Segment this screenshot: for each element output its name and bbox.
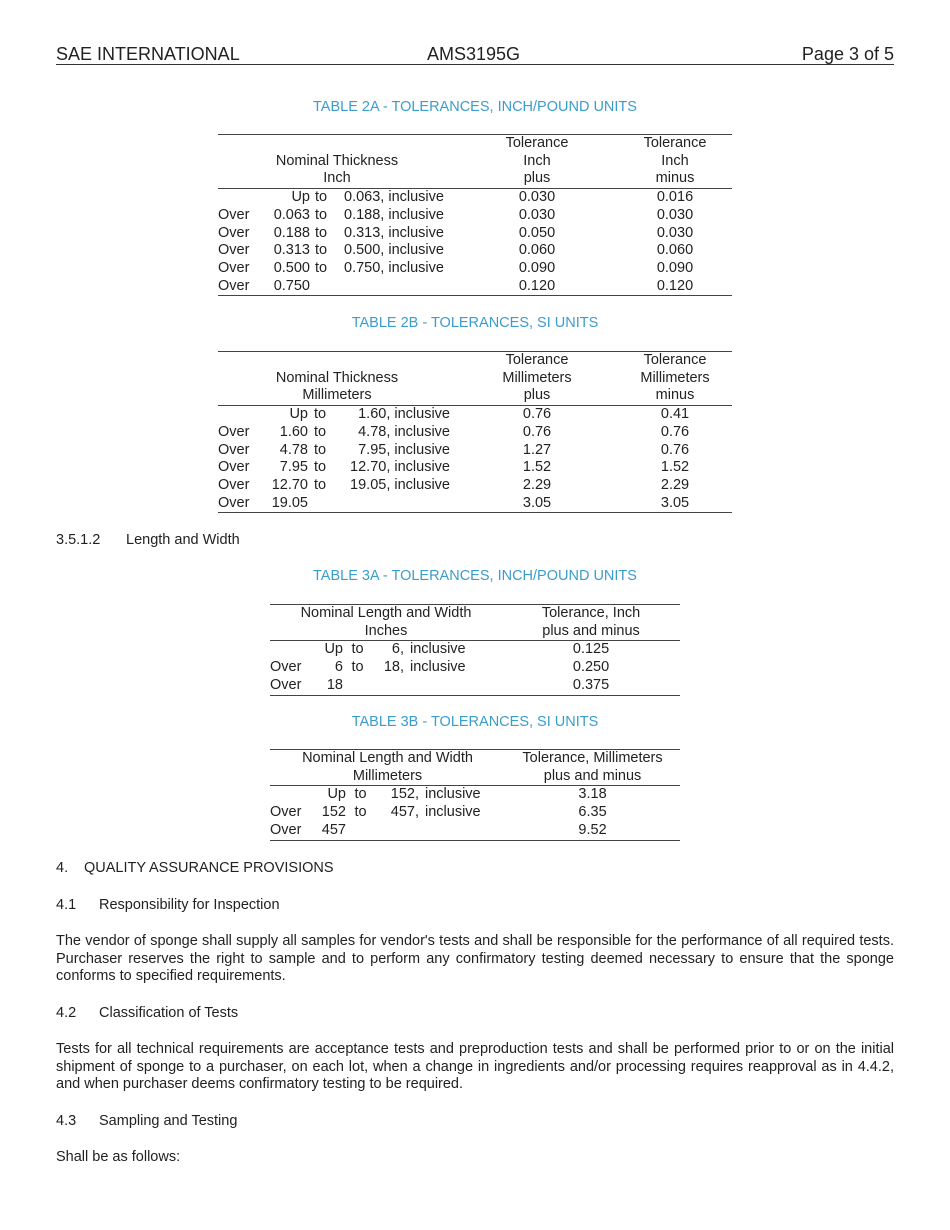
- cell: Over: [218, 242, 250, 259]
- col-header: Tolerance: [618, 352, 732, 370]
- cell: [332, 278, 456, 296]
- col-header: Nominal Thickness: [275, 152, 399, 169]
- col-header: Inch: [523, 152, 551, 169]
- cell: 1.60: [279, 423, 308, 440]
- col-header: Inches: [270, 623, 502, 641]
- cell: [218, 406, 258, 424]
- cell: 3.18: [578, 786, 607, 803]
- col-header: Millimeters: [270, 768, 505, 786]
- cell: 0.063: [273, 206, 310, 223]
- cell: Over: [270, 804, 302, 821]
- cell: to: [313, 423, 327, 440]
- table-3b: [270, 749, 680, 841]
- cell: 0.060: [656, 242, 694, 259]
- cell: Over: [218, 206, 250, 223]
- cell: 0.188: [273, 224, 310, 241]
- section-3512-heading: [56, 531, 240, 549]
- section-43-heading: [56, 1112, 237, 1130]
- table-row: [218, 260, 732, 278]
- col-header: Millimeters: [640, 369, 710, 386]
- cell: 4.78, inclusive: [358, 423, 450, 440]
- table-row: [270, 641, 680, 659]
- table-2b-caption: TABLE 2B - TOLERANCES, SI UNITS: [351, 315, 599, 331]
- cell: to: [351, 641, 364, 658]
- table-2a: [218, 134, 732, 296]
- cell: 2.29: [522, 476, 552, 493]
- cell: to: [351, 659, 364, 676]
- table-row: [218, 406, 732, 424]
- col-header: plus: [456, 170, 618, 188]
- section-title: Classification of Tests: [99, 1005, 239, 1021]
- cell: Up: [327, 786, 346, 803]
- cell: 4.78: [279, 441, 308, 458]
- section-title: QUALITY ASSURANCE PROVISIONS: [84, 860, 334, 876]
- table-row: [270, 677, 680, 695]
- col-header: Tolerance: [456, 352, 618, 370]
- cell: 18: [310, 677, 343, 695]
- cell: to: [354, 804, 367, 821]
- cell: 9.52: [505, 822, 680, 840]
- section-4-heading: [56, 859, 334, 877]
- cell: [270, 641, 310, 659]
- cell: [346, 822, 375, 840]
- cell: 0.030: [518, 206, 556, 223]
- cell: inclusive: [425, 786, 481, 803]
- col-header: Tolerance: [456, 135, 618, 153]
- cell: 3.05: [456, 495, 618, 513]
- col-header: plus: [456, 387, 618, 405]
- cell: 0.120: [456, 278, 618, 296]
- table-row: [218, 278, 732, 296]
- col-header: plus and minus: [505, 768, 680, 786]
- cell: [419, 822, 505, 840]
- cell: 19.05, inclusive: [350, 476, 450, 493]
- table-row: [218, 442, 732, 460]
- cell: 7.95: [279, 459, 308, 476]
- cell: 0.090: [656, 259, 694, 276]
- cell: to: [314, 224, 328, 241]
- table-2b: [218, 351, 732, 513]
- cell: 0.750, inclusive: [344, 259, 444, 276]
- cell: [218, 189, 258, 207]
- cell: 0.313, inclusive: [344, 224, 444, 241]
- cell: 0.375: [502, 677, 680, 695]
- col-header: minus: [618, 387, 732, 405]
- cell: Over: [270, 659, 302, 676]
- col-header: plus and minus: [502, 623, 680, 641]
- col-header: Nominal Thickness: [275, 369, 399, 386]
- header-org: SAE INTERNATIONAL: [56, 44, 240, 64]
- cell: 1.27: [522, 441, 552, 458]
- col-header: Nominal Length and Width: [270, 750, 505, 768]
- cell: 0.030: [656, 224, 694, 241]
- cell: 457: [310, 822, 346, 840]
- cell: 19.05: [258, 495, 308, 513]
- col-header: Millimeters: [502, 369, 572, 386]
- cell: Over: [218, 259, 250, 276]
- cell: Over: [218, 495, 258, 513]
- col-header: Tolerance: [618, 135, 732, 153]
- cell: 0.090: [518, 259, 556, 276]
- cell: [375, 822, 419, 840]
- page-header: [56, 44, 894, 65]
- section-number: 4.3: [56, 1113, 77, 1129]
- cell: 6.35: [578, 804, 607, 821]
- section-title: Sampling and Testing: [99, 1113, 238, 1129]
- section-41-body: The vendor of sponge shall supply all samples for vendor's tests and shall be responsible for the performance of all required tests. Purchaser reserves the right to sample and to perform any confirmatory testing deemed necessary to ensure that the sponge conforms to specified requirements.: [56, 933, 894, 984]
- section-number: 3.5.1.2: [56, 532, 101, 548]
- cell: Over: [218, 476, 250, 493]
- cell: 7.95, inclusive: [358, 441, 450, 458]
- cell: [270, 786, 310, 804]
- cell: [404, 677, 502, 695]
- header-page-number: Page 3 of 5: [801, 44, 894, 64]
- col-header: Tolerance, Inch: [502, 605, 680, 623]
- cell: to: [313, 476, 327, 493]
- cell: Over: [270, 677, 310, 695]
- table-row: [218, 424, 732, 442]
- col-header: Nominal Length and Width: [270, 605, 502, 623]
- cell: to: [314, 259, 328, 276]
- cell: 0.188, inclusive: [344, 206, 444, 223]
- cell: 152: [321, 804, 346, 821]
- section-41-heading: [56, 896, 280, 914]
- cell: 1.52: [660, 459, 690, 476]
- cell: to: [314, 189, 328, 206]
- cell: Over: [218, 278, 258, 296]
- cell: to: [354, 786, 367, 803]
- col-header: Tolerance, Millimeters: [505, 750, 680, 768]
- table-row: [270, 822, 680, 840]
- section-number: 4.: [56, 860, 69, 876]
- cell: 0.030: [656, 206, 694, 223]
- cell: 2.29: [660, 476, 690, 493]
- cell: to: [313, 441, 327, 458]
- cell: 1.60, inclusive: [358, 406, 450, 423]
- cell: 0.060: [518, 242, 556, 259]
- cell: inclusive: [410, 659, 466, 676]
- cell: [372, 677, 404, 695]
- cell: 0.76: [522, 423, 552, 440]
- cell: Over: [218, 459, 250, 476]
- cell: [310, 278, 332, 296]
- cell: 0.063, inclusive: [344, 189, 444, 206]
- cell: Over: [218, 423, 250, 440]
- table-row: [270, 786, 680, 804]
- table-row: [218, 225, 732, 243]
- col-header: Inch: [661, 152, 689, 169]
- section-title: Responsibility for Inspection: [99, 897, 280, 913]
- cell: 0.41: [660, 406, 690, 423]
- cell: Over: [270, 822, 310, 840]
- cell: 18,: [383, 659, 404, 676]
- cell: inclusive: [410, 641, 466, 658]
- cell: 0.500, inclusive: [344, 242, 444, 259]
- cell: 0.76: [522, 406, 552, 423]
- table-row: [218, 495, 732, 513]
- cell: 6: [334, 659, 343, 676]
- cell: 0.313: [273, 242, 310, 259]
- cell: 0.750: [258, 278, 310, 296]
- cell: to: [314, 206, 328, 223]
- table-3a: [270, 604, 680, 696]
- section-number: 4.2: [56, 1005, 77, 1021]
- table-row: [270, 659, 680, 677]
- cell: 0.016: [656, 189, 694, 206]
- cell: 0.125: [572, 641, 610, 658]
- col-header: Millimeters: [218, 387, 456, 405]
- col-header: minus: [618, 170, 732, 188]
- cell: [332, 495, 456, 513]
- table-row: [218, 189, 732, 207]
- cell: to: [313, 406, 327, 423]
- table-3b-caption: TABLE 3B - TOLERANCES, SI UNITS: [351, 714, 599, 730]
- section-title: Length and Width: [126, 532, 240, 548]
- table-row: [218, 207, 732, 225]
- table-2a-caption: TABLE 2A - TOLERANCES, INCH/POUND UNITS: [313, 99, 637, 115]
- cell: 12.70, inclusive: [350, 459, 450, 476]
- cell: 6,: [391, 641, 404, 658]
- header-doc-number: AMS3195G: [427, 44, 521, 64]
- cell: Up: [291, 189, 310, 206]
- cell: [308, 495, 332, 513]
- col-header: Inch: [218, 170, 456, 188]
- table-row: [218, 459, 732, 477]
- cell: Over: [218, 224, 250, 241]
- table-row: [218, 242, 732, 260]
- cell: inclusive: [425, 804, 481, 821]
- table-row: [270, 804, 680, 822]
- cell: 0.250: [572, 659, 610, 676]
- cell: 0.050: [518, 224, 556, 241]
- cell: to: [313, 459, 327, 476]
- section-42-body: Tests for all technical requirements are acceptance tests and preproduction tests and shall be performed prior to or on the initial shipment of sponge to a purchaser, on each lot, when a change in ingredients and/or processing requires reapproval as in 4.4.2, and when purchaser deems confirmatory testing to be required.: [56, 1041, 894, 1092]
- cell: 1.52: [522, 459, 552, 476]
- section-number: 4.1: [56, 897, 77, 913]
- cell: 0.500: [273, 259, 310, 276]
- cell: Up: [324, 641, 343, 658]
- cell: Up: [289, 406, 308, 423]
- cell: 457,: [390, 804, 419, 821]
- cell: 3.05: [618, 495, 732, 513]
- table-3a-caption: TABLE 3A - TOLERANCES, INCH/POUND UNITS: [313, 568, 637, 584]
- table-row: [218, 477, 732, 495]
- cell: 0.76: [660, 423, 690, 440]
- cell: Over: [218, 441, 250, 458]
- cell: 12.70: [271, 476, 308, 493]
- section-43-body: Shall be as follows:: [56, 1149, 181, 1165]
- cell: 0.030: [518, 189, 556, 206]
- section-42-heading: [56, 1004, 238, 1022]
- cell: 0.76: [660, 441, 690, 458]
- cell: [343, 677, 372, 695]
- cell: to: [314, 242, 328, 259]
- cell: 0.120: [618, 278, 732, 296]
- cell: 152,: [390, 786, 419, 803]
